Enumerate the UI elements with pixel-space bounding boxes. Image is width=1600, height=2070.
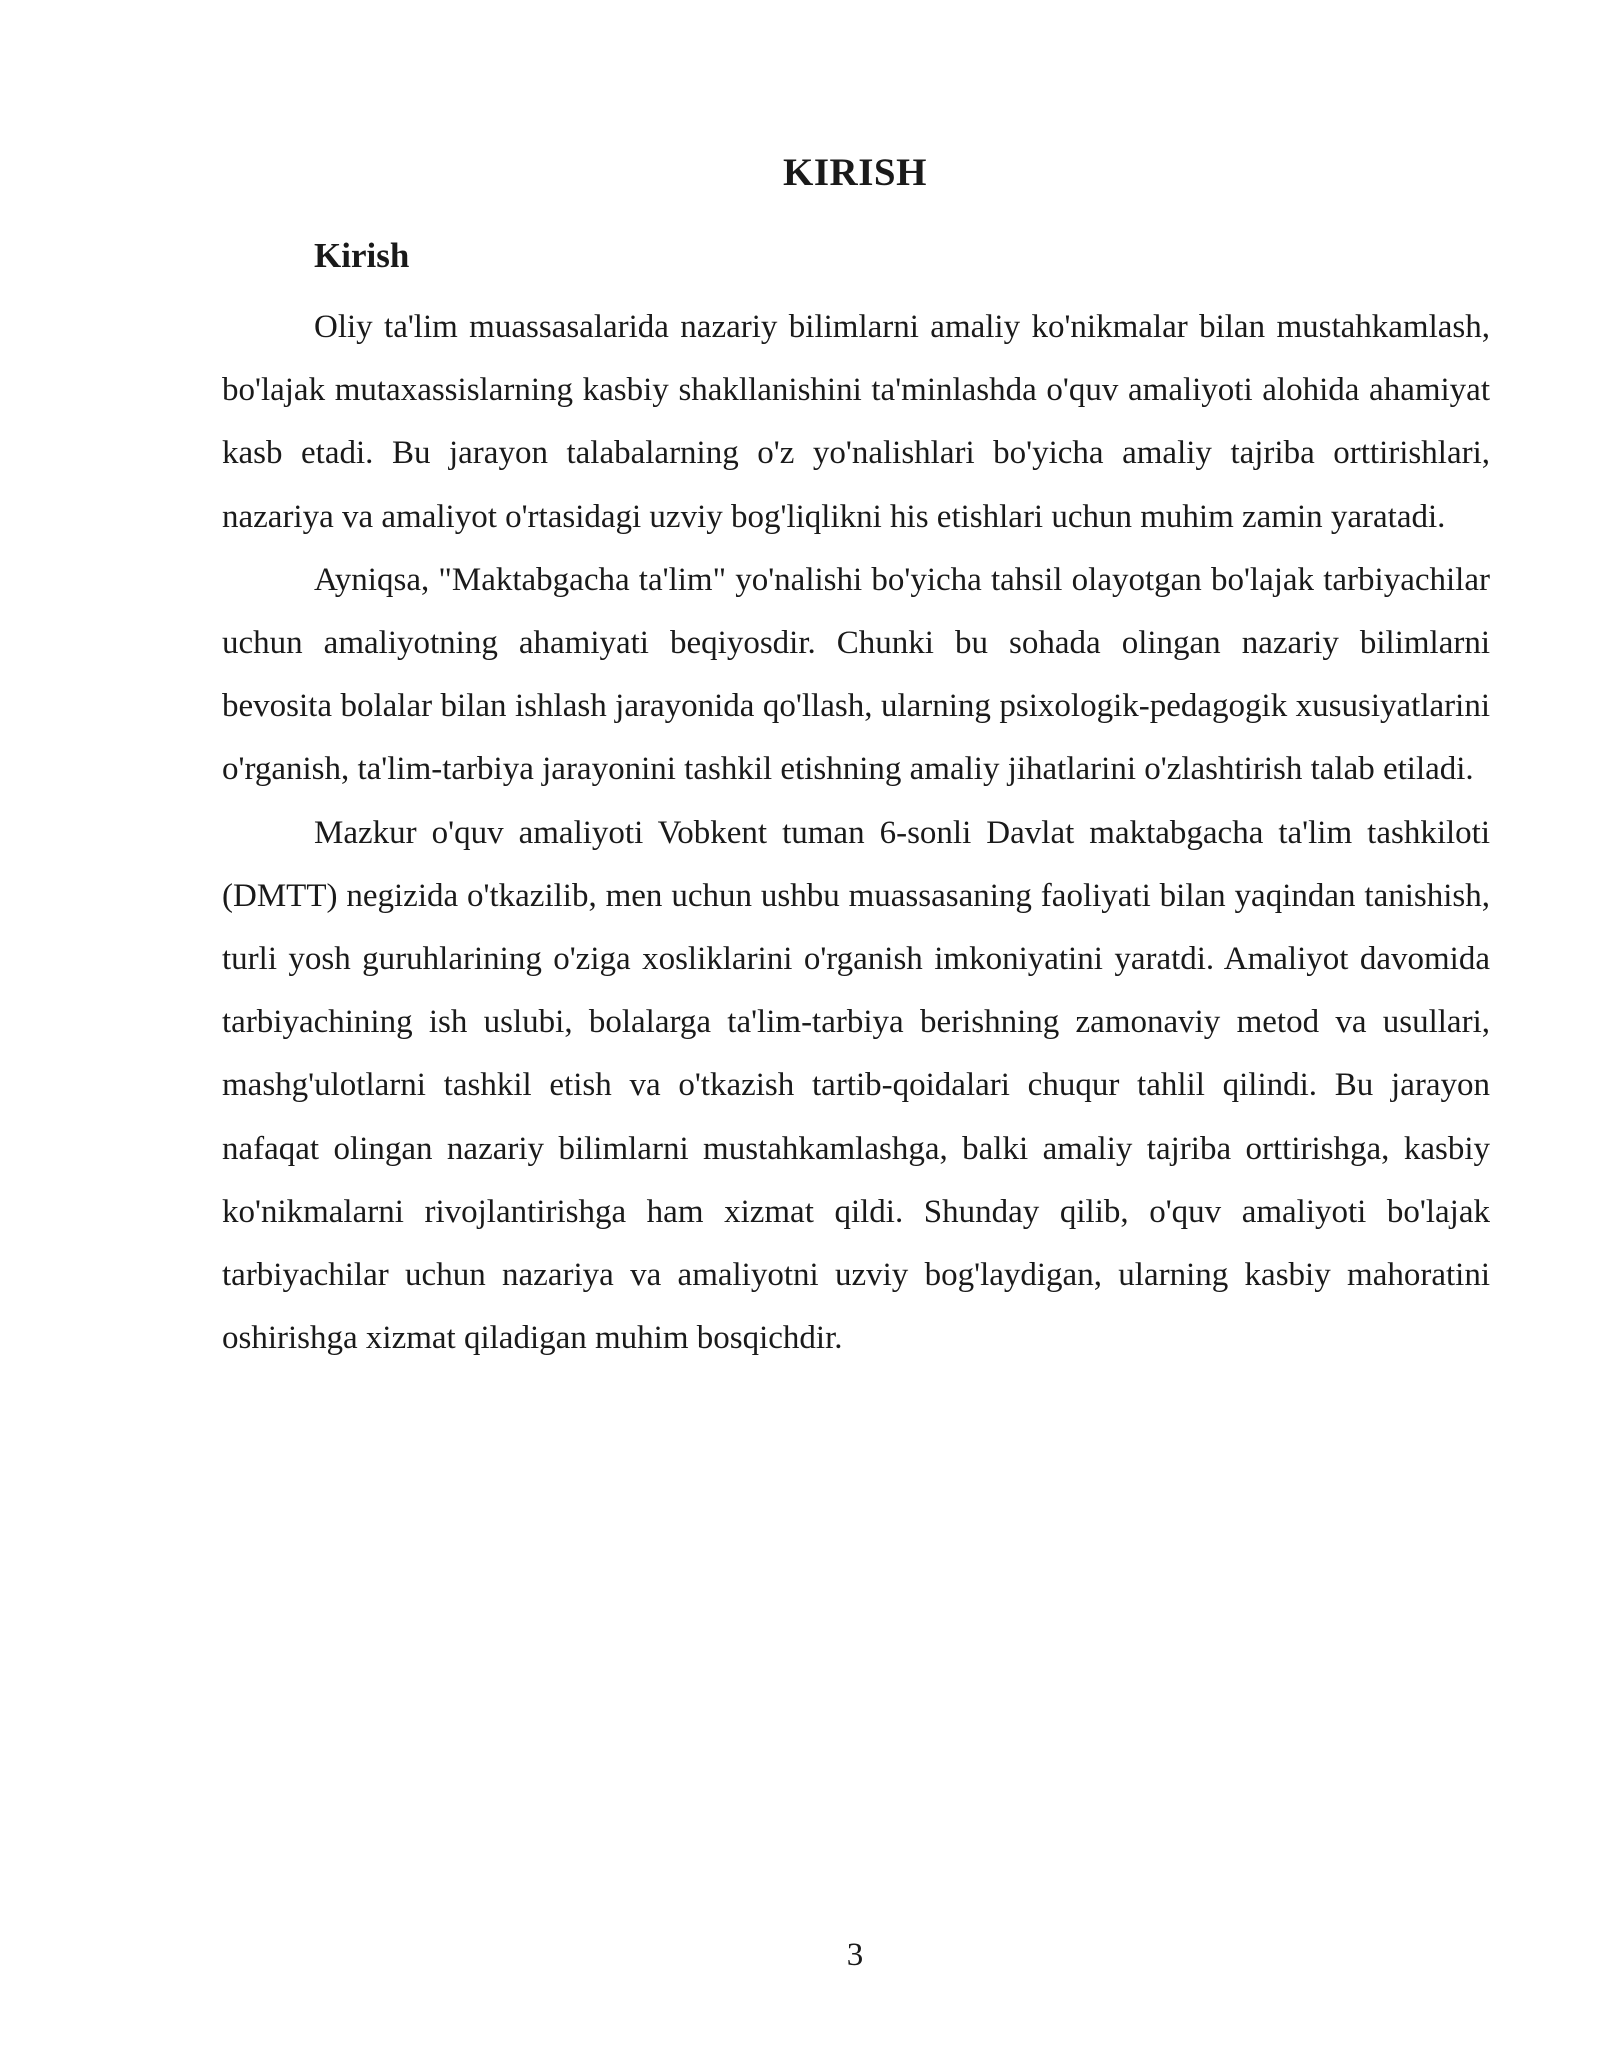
body-text: [222, 296, 1490, 1370]
paragraph-2: Ayniqsa, "Maktabgacha ta'lim" yo'nalishi bo'yicha tahsil olayotgan bo'lajak tarbiyachilar uchun amaliyotning ahamiyati beqiyosdir. Chunki bu sohada olingan nazariy bilimlarni bevosita bolalar bilan ishlash jarayonida qo'llash, ularning psixologik-pedagogik xususiyatlarini o'rganish, ta'lim-tarbiya jarayonini tashkil etishning amaliy jihatlarini o'zlashtirish talab etiladi.: [222, 561, 1490, 788]
paragraph-1: Oliy ta'lim muassasalarida nazariy bilimlarni amaliy ko'nikmalar bilan mustahkamlash, bo'lajak mutaxassislarning kasbiy shakllanishini ta'minlashda o'quv amaliyoti alohida ahamiyat kasb etadi. Bu jarayon talabalarning o'z yo'nalishlari bo'yicha amaliy tajriba orttirishlari, nazariya va amaliyot o'rtasidagi uzviy bog'liqlikni his etishlari uchun muhim zamin yaratadi.: [222, 309, 1490, 535]
section-heading: Kirish: [314, 236, 410, 275]
page-title: KIRISH: [783, 151, 927, 194]
page-number: 3: [846, 1937, 864, 1973]
paragraph-3: Mazkur o'quv amaliyoti Vobkent tuman 6-sonli Davlat maktabgacha ta'lim tashkiloti (DMTT) negizida o'tkazilib, men uchun ushbu muassasaning faoliyati bilan yaqindan tanishish, turli yosh guruhlarining o'ziga xosliklarini o'rganish imkoniyatini yaratdi. Amaliyot davomida tarbiyachining ish uslubi, bolalarga ta'lim-tarbiya berishning zamonaviy metod va usullari, mashg'ulotlarni tashkil etish va o'tkazish tartib-qoidalari chuqur tahlil qilindi. Bu jarayon nafaqat olingan nazariy bilimlarni mustahkamlashga, balki amaliy tajriba orttirishga, kasbiy ko'nikmalarni rivojlantirishga ham xizmat qildi. Shunday qilib, o'quv amaliyoti bo'lajak tarbiyachilar uchun nazariya va amaliyotni uzviy bog'laydigan, ularning kasbiy mahoratini oshirishga xizmat qiladigan muhim bosqichdir.: [222, 814, 1490, 1357]
